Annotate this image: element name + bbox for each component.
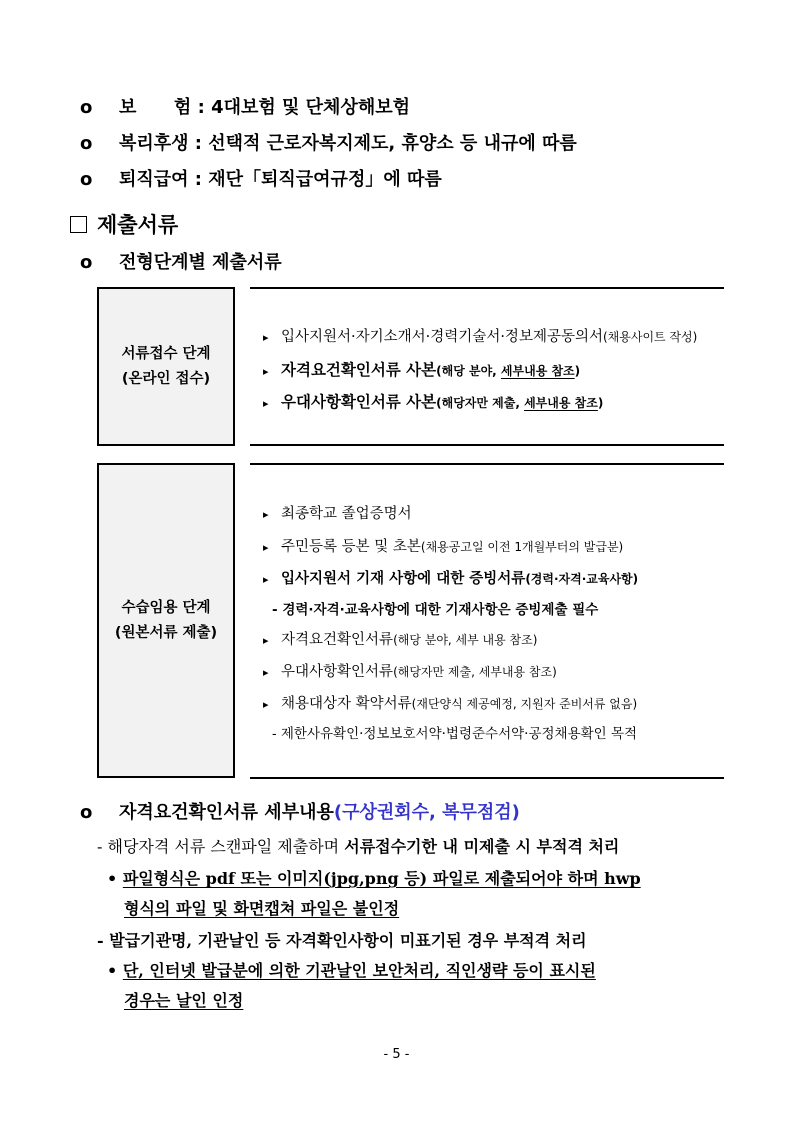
detail-line-6: 경우는 날인 인정 [124, 991, 244, 1010]
page-number: - 5 - [383, 1047, 410, 1062]
stage2-item-3: ▸ 입사지원서 기재 사항에 대한 증빙서류(경력·자격·교육사항) [263, 570, 639, 587]
stage2-top-rule [250, 463, 724, 465]
retirement-text: 재단「퇴직급여규정」에 따름 [208, 169, 442, 190]
insurance-item: o 보 험 : 4대보험 및 단체상해보험 [80, 97, 410, 118]
stage1-item-3: ▸ 우대사항확인서류 사본(해당자만 제출, 세부내용 참조) [263, 392, 604, 411]
detail-line-1: - 해당자격 서류 스캔파일 제출하며 서류접수기한 내 미제출 시 부적격 처리 [97, 837, 620, 856]
detail-line-5: • 단, 인터넷 발급분에 의한 기관날인 보안처리, 직인생략 등이 표시된 [107, 961, 596, 980]
stage2-item-6: ▸ 채용대상자 확약서류(재단양식 제공예정, 지원자 준비서류 없음) [263, 696, 638, 712]
bullet-o: o [80, 133, 93, 154]
welfare-item: o 복리후생 : 선택적 근로자복지제도, 휴양소 등 내규에 따름 [80, 133, 577, 154]
detail-heading-blue: (구상권회수, 복무점검) [333, 802, 520, 823]
stage2-item-4: ▸ 자격요건확인서류(해당 분야, 세부 내용 참조) [263, 632, 538, 648]
retirement-item: o 퇴직급여 : 재단「퇴직급여규정」에 따름 [80, 169, 442, 190]
stage2-box: 수습임용 단계 (원본서류 제출) [97, 463, 235, 778]
insurance-text: 4대보험 및 단체상해보험 [211, 97, 410, 118]
stage2-subitem-pledge: - 제한사유확인·정보보호서약·법령준수서약·공정채용확인 목적 [272, 726, 638, 742]
stage1-top-rule [250, 287, 724, 289]
stage1-item-2: ▸ 자격요건확인서류 사본(해당 분야, 세부내용 참조) [263, 360, 581, 379]
detail-heading: o 자격요건확인서류 세부내용(구상권회수, 복무점검) [80, 802, 520, 823]
retirement-label: 퇴직급여 [118, 169, 189, 190]
welfare-text: 선택적 근로자복지제도, 휴양소 등 내규에 따름 [208, 133, 577, 154]
stage2-item-2: ▸ 주민등록 등본 및 초본(채용공고일 이전 1개월부터의 발급분) [263, 539, 624, 555]
sub-heading: o 전형단계별 제출서류 [80, 252, 282, 273]
bullet-o: o [80, 169, 93, 190]
welfare-label: 복리후생 [118, 133, 189, 154]
bullet-o: o [80, 802, 93, 823]
section-title: 제출서류 [70, 209, 178, 239]
detail-line-4: - 발급기관명, 기관날인 등 자격확인사항이 미표기된 경우 부적격 처리 [97, 931, 587, 950]
stage2-bottom-rule [250, 777, 724, 779]
detail-line-3: 형식의 파일 및 화면캡쳐 파일은 불인정 [124, 899, 400, 918]
bullet-o: o [80, 252, 93, 273]
stage2-subitem-evidence: - 경력·자격·교육사항에 대한 기재사항은 증빙제출 필수 [272, 602, 599, 618]
insurance-label: 보 험 [118, 97, 192, 118]
stage1-bottom-rule [250, 444, 724, 446]
detail-line-2: • 파일형식은 pdf 또는 이미지(jpg,png 등) 파일로 제출되어야 하며 hwp [107, 869, 641, 888]
stage1-item-1: ▸ 입사지원서·자기소개서·경력기술서·정보제공동의서(채용사이트 작성) [263, 329, 698, 345]
stage1-box: 서류접수 단계 (온라인 접수) [97, 287, 235, 446]
checkbox-square-icon [70, 216, 87, 233]
bullet-o: o [80, 97, 93, 118]
stage2-item-1: ▸ 최종학교 졸업증명서 [263, 506, 412, 522]
stage2-item-5: ▸ 우대사항확인서류(해당자만 제출, 세부내용 참조) [263, 664, 557, 680]
